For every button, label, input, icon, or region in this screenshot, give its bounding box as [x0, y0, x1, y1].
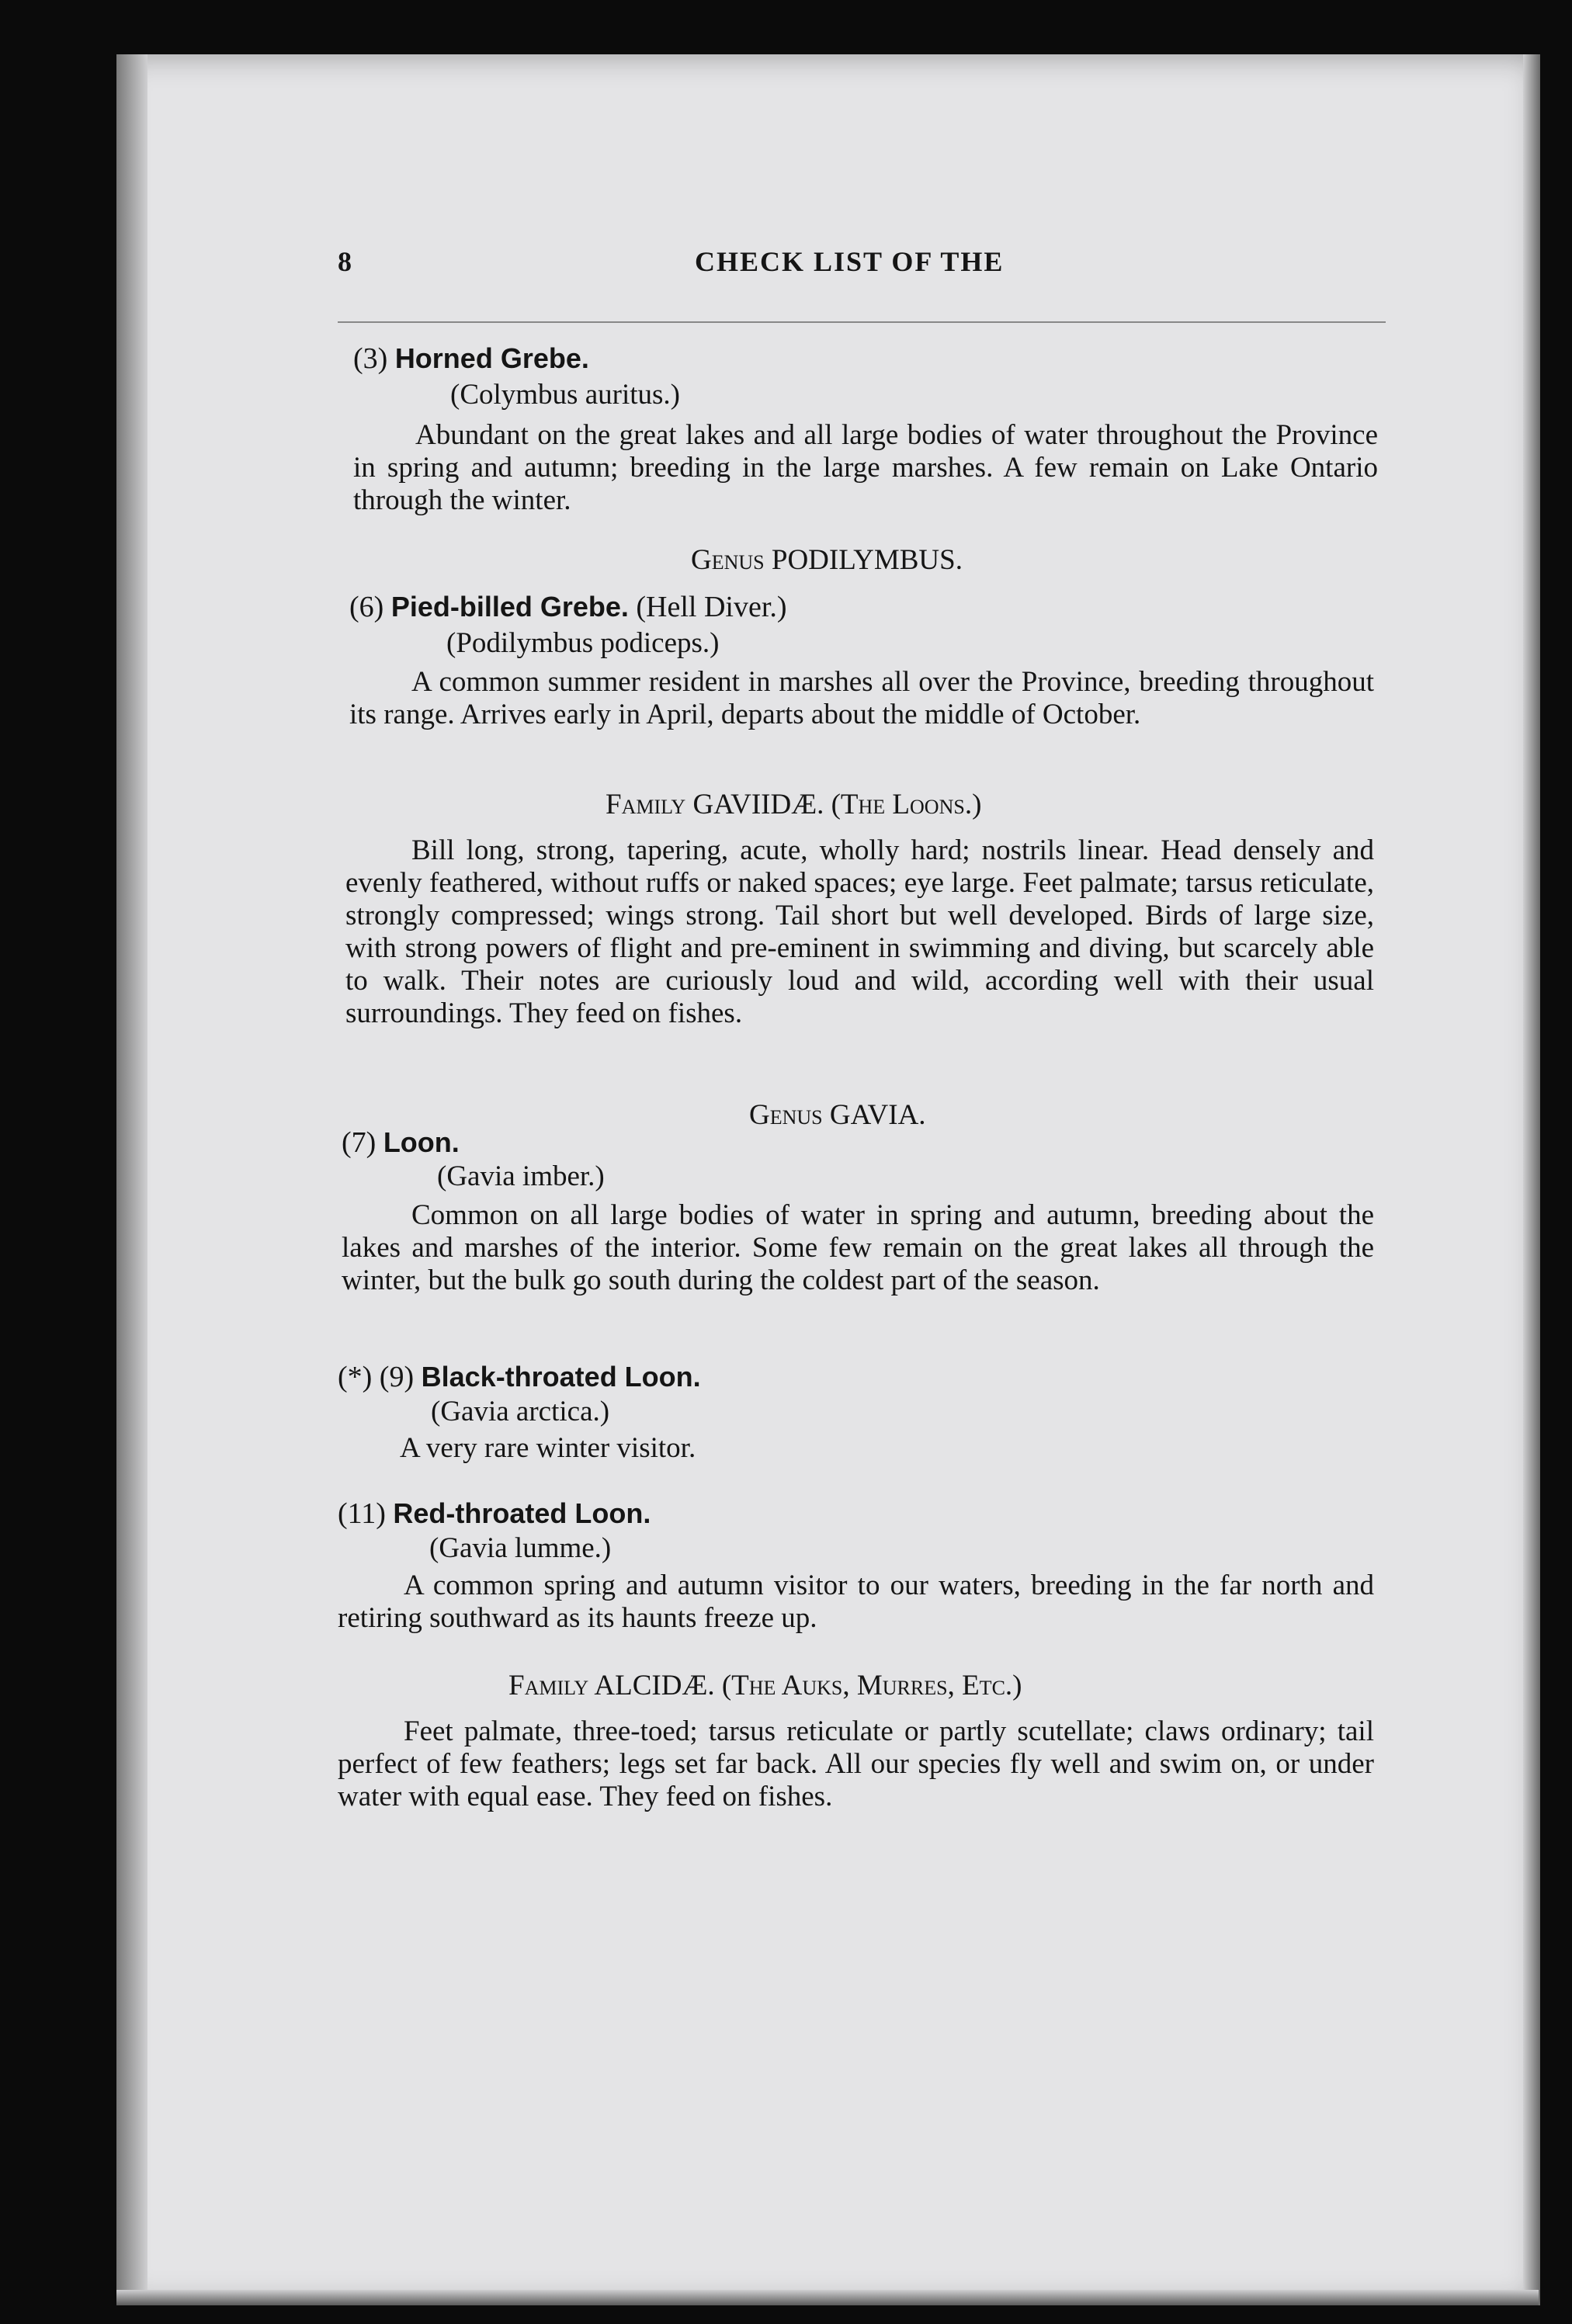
- latin-name: (Gavia lumme.): [429, 1532, 612, 1564]
- latin-name: (Colymbus auritus.): [450, 379, 680, 411]
- entry-description: Abundant on the great lakes and all large bodies of water throughout the Province in spring and autumn; breeding in the large marshes. A few remain on Lake Ontario through the winter.: [353, 419, 1378, 516]
- heading-name: ALCIDÆ.: [594, 1670, 715, 1701]
- entry-description: A common summer resident in marshes all over the Province, breeding throughout its range. Arrives early in April, departs about the middle of October.: [349, 666, 1374, 730]
- common-name: Red-throated Loon.: [393, 1497, 651, 1529]
- family-description: Feet palmate, three-toed; tarsus reticulate or partly scutellate; claws ordinary; tail perfect of few feathers; legs set far back. All our species fly well and swim on, or under water with equal ease. They feed on fishes.: [338, 1715, 1374, 1812]
- heading-name: GAVIIDÆ.: [692, 789, 824, 820]
- header-rule: [338, 321, 1386, 323]
- alt-name: (Hell Diver.): [636, 591, 787, 623]
- heading-name: PODILYMBUS.: [771, 544, 963, 576]
- entry-description: A common spring and autumn visitor to our waters, breeding in the far north and retiring southward as its haunts freeze up.: [338, 1570, 1374, 1634]
- heading-prefix: Family: [606, 789, 686, 820]
- entry-title: [349, 590, 787, 624]
- family-heading: [508, 1669, 1022, 1702]
- genus-heading: [749, 1098, 926, 1132]
- common-name: Loon.: [383, 1126, 460, 1158]
- entry-description: A very rare winter visitor.: [400, 1432, 696, 1464]
- page-bottom-edge: [116, 2290, 1539, 2305]
- heading-prefix: Genus: [691, 544, 765, 576]
- entry-number: (11): [338, 1497, 386, 1530]
- entry-title: [353, 342, 589, 376]
- heading-suffix: (The Auks, Murres, Etc.): [721, 1670, 1022, 1701]
- page-number: 8: [338, 246, 353, 277]
- entry-number: (6): [349, 591, 384, 623]
- common-name: Black-throated Loon.: [421, 1361, 701, 1393]
- latin-name: (Gavia arctica.): [431, 1396, 610, 1427]
- heading-suffix: (The Loons.): [831, 789, 982, 820]
- entry-title: [338, 1497, 651, 1531]
- entry-title: [342, 1126, 460, 1160]
- entry-number: (3): [353, 342, 388, 375]
- page-right-edge: [1523, 54, 1540, 2305]
- heading-prefix: Genus: [749, 1099, 823, 1131]
- family-heading: [606, 788, 981, 821]
- heading-prefix: Family: [508, 1670, 589, 1701]
- running-title: CHECK LIST OF THE: [695, 246, 1005, 277]
- book-page: [116, 54, 1539, 2305]
- genus-heading: [691, 543, 963, 577]
- entry-description: Common on all large bodies of water in spring and autumn, breeding about the lakes and marshes of the interior. Some few remain on the great lakes all through the winter, but the bulk go south during the coldest part of the season.: [342, 1199, 1374, 1296]
- common-name: Horned Grebe.: [394, 342, 589, 374]
- latin-name: (Podilymbus podiceps.): [446, 627, 720, 659]
- common-name: Pied-billed Grebe.: [390, 591, 629, 623]
- family-description: Bill long, strong, tapering, acute, wholly hard; nostrils linear. Head densely and evenly feathered, without ruffs or naked spaces; eye large. Feet palmate; tarsus reticulate, strongly compressed; wings strong. Tail short but well developed. Birds of large size, with strong powers of flight and pre-eminent in swimming and diving, but scarcely able to walk. Their notes are curiously loud and wild, according well with their usual surroundings. They feed on fishes.: [345, 834, 1374, 1029]
- entry-number: (*) (9): [338, 1361, 415, 1393]
- latin-name: (Gavia imber.): [437, 1160, 605, 1192]
- heading-name: GAVIA.: [829, 1099, 926, 1131]
- entry-number: (7): [342, 1126, 377, 1159]
- page-left-edge: [116, 54, 147, 2305]
- entry-title: [338, 1360, 701, 1394]
